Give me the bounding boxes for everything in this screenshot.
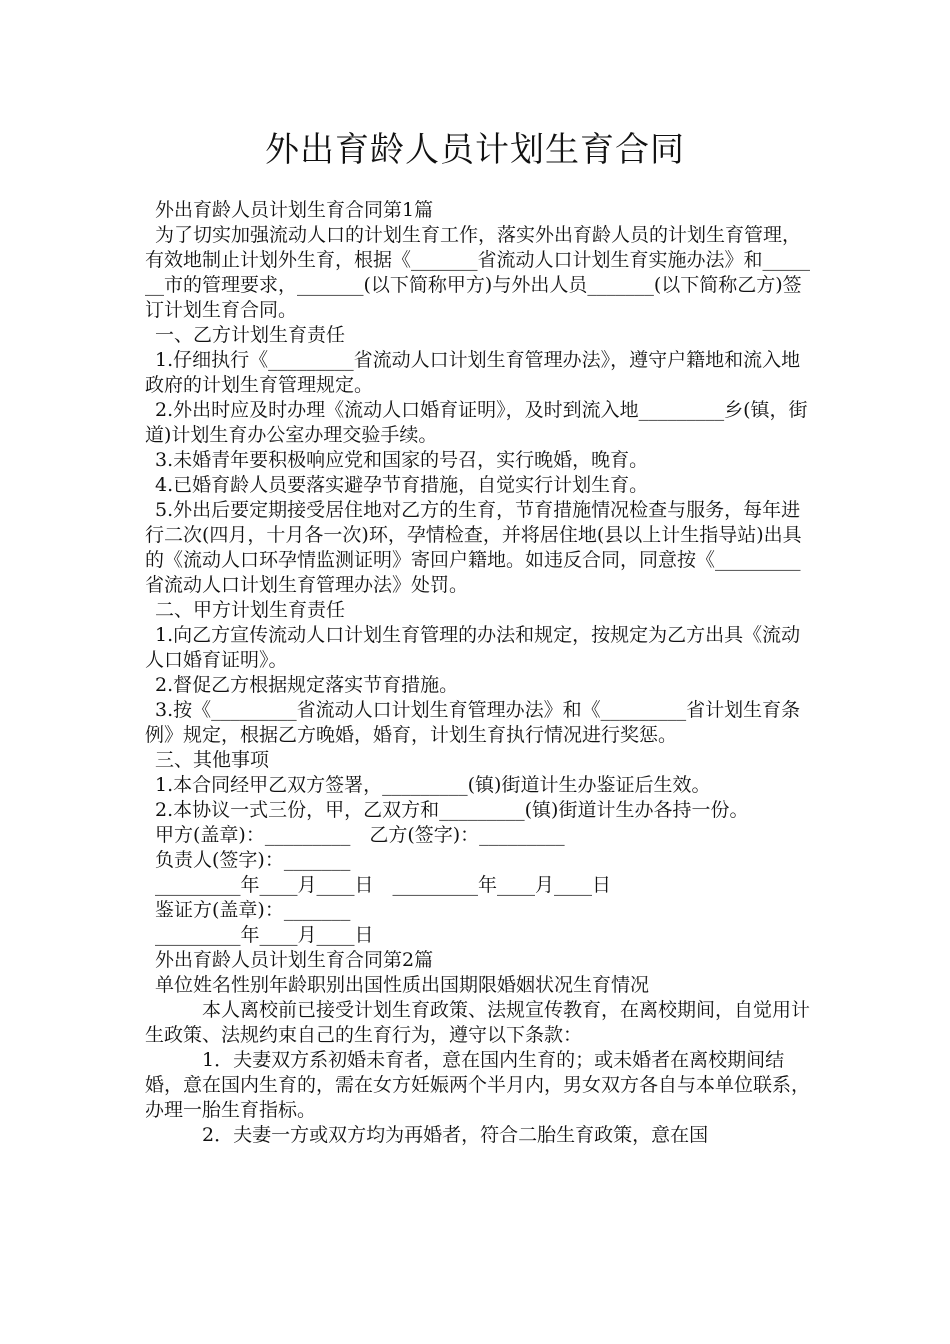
date-line-parties: _________年____月____日 _________年____月____日 [155,874,612,896]
pledge-clause-2: 2．夫妻一方或双方均为再婚者，符合二胎生育政策，意在国 [202,1124,709,1146]
heading-party-a-duties: 二、甲方计划生育责任 [155,599,346,621]
clause-b-5: 5.外出后要定期接受居住地对乙方的生育，节育措施情况检查与服务，每年进行二次(四月，十月各一次)环，孕情检查，并将居住地(县以上计生指导站)出具的《流动人口环孕情监测证明》寄回户籍地。如违反合同，同意按《_________省流动人口计划生育管理办法》处罚。 [145,499,802,596]
section-heading-part-2: 外出育龄人员计划生育合同第2篇 [155,949,434,971]
clause-b-2: 2.外出时应及时办理《流动人口婚育证明》，及时到流入地_________乡(镇，街道)计划生育办公室办理交验手续。 [145,399,808,446]
signature-party-a-b: 甲方(盖章)：_________ 乙方(签字)：_________ [155,824,565,846]
clause-b-1: 1.仔细执行《_________省流动人口计划生育管理办法》，遵守户籍地和流入地政府的计划生育管理规定。 [145,349,801,396]
clause-a-1: 1.向乙方宣传流动人口计划生育管理的办法和规定，按规定为乙方出具《流动人口婚育证明》。 [145,624,801,671]
clause-b-3: 3.未婚青年要积极响应党和国家的号召，实行晚婚，晚育。 [155,449,649,471]
heading-party-b-duties: 一、乙方计划生育责任 [155,324,346,346]
clause-o-1: 1.本合同经甲乙双方签署，_________(镇)街道计生办鉴证后生效。 [155,774,711,796]
clause-b-4: 4.已婚育龄人员要落实避孕节育措施，自觉实行计划生育。 [155,474,649,496]
form-header-fields: 单位姓名性别年龄职别出国性质出国期限婚姻状况生育情况 [155,974,650,996]
section-heading-part-1: 外出育龄人员计划生育合同第1篇 [155,199,434,221]
clause-o-2: 2.本协议一式三份，甲，乙双方和_________(镇)街道计生办各持一份。 [155,799,749,821]
document-body [145,198,810,1148]
pledge-clause-1: 1．夫妻双方系初婚未育者，意在国内生育的；或未婚者在离校期间结婚，意在国内生育的，需在女方妊娠两个半月内，男女双方各自与本单位联系，办理一胎生育指标。 [145,1049,811,1121]
document-title: 外出育龄人员计划生育合同 [265,130,685,170]
signature-certifier: 鉴证方(盖章)：_______ [155,899,351,921]
heading-other-matters: 三、其他事项 [155,749,270,771]
date-line-certifier: _________年____月____日 [155,924,374,946]
pledge-paragraph: 本人离校前已接受计划生育政策、法规宣传教育，在离校期间，自觉用计生政策、法规约束自己的生育行为，遵守以下条款： [145,999,811,1046]
intro-paragraph: 为了切实加强流动人口的计划生育工作，落实外出育龄人员的计划生育管理，有效地制止计划外生育，根据《_______省流动人口计划生育实施办法》和_______市的管理要求，_______(以下简称甲方)与外出人员_______(以下简称乙方)签订计划生育合同。 [145,224,811,321]
clause-a-2: 2.督促乙方根据规定落实节育措施。 [155,674,459,696]
signature-responsible-person: 负责人(签字)：_______ [155,849,351,871]
clause-a-3: 3.按《_________省流动人口计划生育管理办法》和《_________省计划生育条例》规定，根据乙方晚婚，婚育，计划生育执行情况进行奖惩。 [145,699,801,746]
